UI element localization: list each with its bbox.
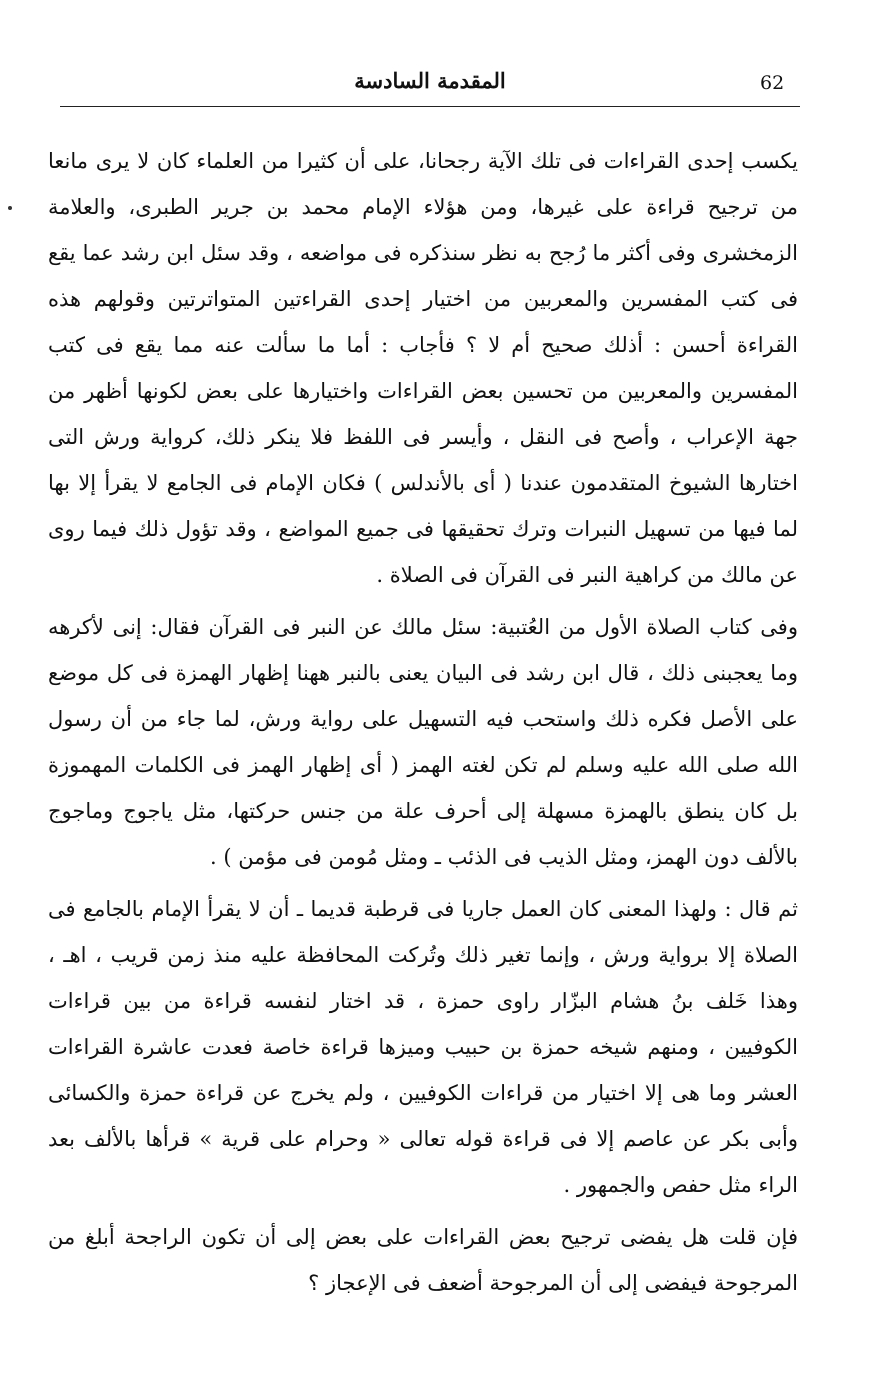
paragraph: يكسب إحدى القراءات فى تلك الآية رجحانا، على أن كثيرا من العلماء كان لا يرى مانعا من ترجيح قراءة على غيرها، ومن هؤلاء الإمام محمد بن جرير الطبرى، والعلامة الزمخشرى وفى أكثر ما رُجح به نظر سنذكره فى مواضعه ، وقد سئل ابن رشد عما يقع فى كتب المفسرين والمعربين من اختيار إحدى القراءتين المتواترتين وقولهم هذه القراءة أحسن : أذلك صحيح أم لا ؟ فأجاب : أما ما سألت عنه مما يقع فى كتب المفسرين والمعربين من تحسين بعض القراءات واختيارها على بعض لكونها أظهر من جهة الإعراب ، وأصح فى النقل ، وأيسر فى اللفظ فلا ينكر ذلك، كرواية ورش التى اختارها الشيوخ المتقدمون عندنا ( أى بالأندلس ) فكان الإمام فى الجامع لا يقرأ إلا بها لما فيها من تسهيل النبرات وترك تحقيقها فى جميع المواضع ، وقد تؤول ذلك فيما روى عن مالك من كراهية النبر فى القرآن فى الصلاة .: [48, 149, 799, 587]
page-number: 62: [760, 72, 785, 94]
paragraph: فإن قلت هل يفضى ترجيح بعض القراءات على بعض إلى أن تكون الراجحة أبلغ من المرجوحة فيفضى إلى أن المرجوحة أضعف فى الإعجاز ؟: [48, 1225, 798, 1295]
paragraph: ثم قال : ولهذا المعنى كان العمل جاريا فى قرطبة قديما ـ أن لا يقرأ الإمام بالجامع فى الصلاة إلا برواية ورش ، وإنما تغير ذلك وتُركت المحافظة عليه منذ زمن قريب ، اهـ ، وهذا خَلف بنُ هشام البزّار راوى حمزة ، قد اختار لنفسه قراءة من بين قراءات الكوفيين ، ومنهم شيخه حمزة بن حبيب وميزها قراءة خاصة فعدت عاشرة القراءات العشر وما هى إلا اختيار من قراءات الكوفيين ، ولم يخرج عن قراءة حمزة والكسائى وأبى بكر عن عاصم إلا فى قراءة قوله تعالى « وحرام على قرية » قرأها بالألف بعد الراء مثل حفص والجمهور .: [48, 897, 798, 1197]
body-text: [48, 138, 798, 1306]
running-title: المقدمة السادسة: [354, 68, 506, 93]
margin-mark: [8, 206, 12, 210]
page-header: [60, 62, 800, 107]
paragraph: وفى كتاب الصلاة الأول من العُتبية: سئل مالك عن النبر فى القرآن فقال: إنى لأكرهه وما يعجبنى ذلك ، قال ابن رشد فى البيان يعنى بالنبر ههنا إظهار الهمزة فى كل موضع على الأصل فكره ذلك واستحب فيه التسهيل على رواية ورش، لما جاء من أن رسول الله صلى الله عليه وسلم لم تكن لغته الهمز ( أى إظهار الهمز فى الكلمات المهموزة بل كان ينطق بالهمزة مسهلة إلى أحرف علة من جنس حركتها، مثل ياجوج وماجوج بالألف دون الهمز، ومثل الذيب فى الذئب ـ ومثل مُومن فى مؤمن ) .: [48, 615, 798, 869]
